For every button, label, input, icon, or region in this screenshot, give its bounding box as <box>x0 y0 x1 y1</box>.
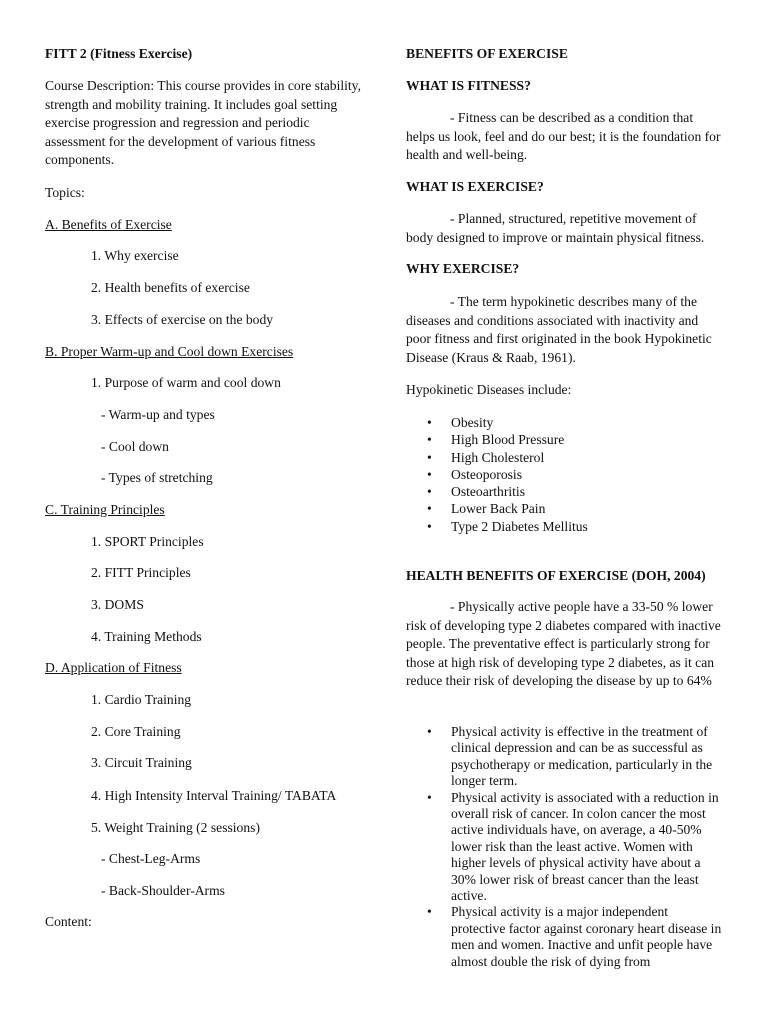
hypokinetic-intro: Hypokinetic Diseases include: <box>406 382 572 397</box>
topic-c1: 1. SPORT Principles <box>91 534 204 549</box>
topic-b1-warmup: - Warm-up and types <box>101 407 215 422</box>
topic-d5-chest: - Chest-Leg-Arms <box>101 851 201 866</box>
list-item: • High Blood Pressure <box>406 431 724 448</box>
health-benefits-text: - Physically active people have a 33-50 % lower risk of developing type 2 diabetes compared with inactive people. The preventative effect is particularly strong for those at high risk of developing type 2 diabetes, as it can reduce their risk of developing the disease by up to 64% <box>406 599 721 688</box>
section-b-heading: B. Proper Warm-up and Cool down Exercises <box>45 344 294 359</box>
topic-d4: 4. High Intensity Interval Training/ TABATA <box>91 788 337 803</box>
list-item: • Physical activity is associated with a reduction in overall risk of cancer. In colon cancer the most active individuals have, on average, a 40-50% lower risk than the least active. Women with higher levels of physical activity have about a 30% lower risk of breast cancer than the least active. <box>406 790 724 905</box>
heading-why-exercise: WHY EXERCISE? <box>406 261 520 276</box>
course-description: Course Description: This course provides in core stability, strength and mobility training. It includes goal setting exercise progression and regression and periodic assessment for the development of various fitness components. <box>45 78 361 167</box>
course-title: FITT 2 (Fitness Exercise) <box>45 46 193 61</box>
list-item: • Lower Back Pain <box>406 500 724 517</box>
heading-what-is-exercise: WHAT IS EXERCISE? <box>406 179 544 194</box>
topic-a2: 2. Health benefits of exercise <box>91 280 250 295</box>
why-exercise-text: - The term hypokinetic describes many of the diseases and conditions associated with inactivity and poor fitness and first originated in the book Hypokinetic Disease (Kraus & Raab, 1961). <box>406 294 712 365</box>
fitness-definition: - Fitness can be described as a condition that helps us look, feel and do our best; it is the foundation for health and well-being. <box>406 110 721 162</box>
content-label: Content: <box>45 914 92 929</box>
exercise-definition: - Planned, structured, repetitive movement of body designed to improve or maintain physical fitness. <box>406 211 705 245</box>
list-item: • Osteoarthritis <box>406 483 724 500</box>
list-item: • Osteoporosis <box>406 466 724 483</box>
topic-c3: 3. DOMS <box>91 597 144 612</box>
list-item: • Type 2 Diabetes Mellitus <box>406 518 724 535</box>
list-item: • Physical activity is effective in the treatment of clinical depression and can be as successful as psychotherapy or medication, particularly in the longer term. <box>406 724 724 790</box>
list-item: • Obesity <box>406 414 724 431</box>
topic-d3: 3. Circuit Training <box>91 755 192 770</box>
topic-b1: 1. Purpose of warm and cool down <box>91 375 281 390</box>
section-a-heading: A. Benefits of Exercise <box>45 217 172 232</box>
topics-label: Topics: <box>45 185 85 200</box>
topic-d1: 1. Cardio Training <box>91 692 192 707</box>
topic-b1-cooldown: - Cool down <box>101 439 169 454</box>
health-benefits-list <box>406 724 724 970</box>
topic-a1: 1. Why exercise <box>91 248 179 263</box>
topic-c2: 2. FITT Principles <box>91 565 191 580</box>
section-d-heading: D. Application of Fitness <box>45 660 182 675</box>
heading-health-benefits: HEALTH BENEFITS OF EXERCISE (DOH, 2004) <box>406 568 706 583</box>
heading-what-is-fitness: WHAT IS FITNESS? <box>406 78 531 93</box>
topic-c4: 4. Training Methods <box>91 629 202 644</box>
topic-d2: 2. Core Training <box>91 724 181 739</box>
heading-benefits: BENEFITS OF EXERCISE <box>406 46 568 61</box>
list-item: • Physical activity is a major independent protective factor against coronary heart disease in men and women. Inactive and unfit people have almost double the risk of dying from <box>406 904 724 970</box>
topic-d5-back: - Back-Shoulder-Arms <box>101 883 225 898</box>
section-c-heading: C. Training Principles <box>45 502 165 517</box>
topic-d5: 5. Weight Training (2 sessions) <box>91 820 260 835</box>
hypokinetic-diseases-list <box>406 414 724 535</box>
topic-b1-stretching: - Types of stretching <box>101 470 213 485</box>
list-item: • High Cholesterol <box>406 449 724 466</box>
topic-a3: 3. Effects of exercise on the body <box>91 312 274 327</box>
